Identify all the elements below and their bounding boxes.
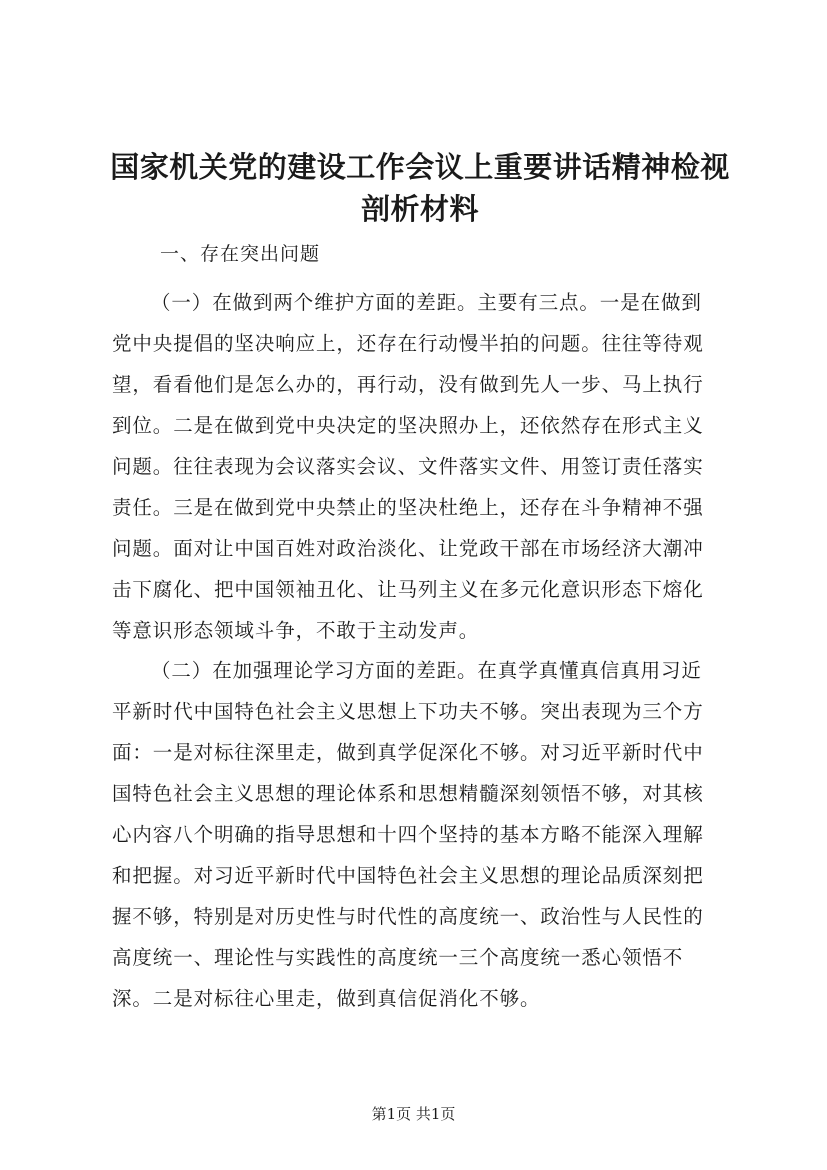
page-footer: 第1页 共1页 <box>371 1105 456 1123</box>
document-title: 国家机关党的建设工作会议上重要讲话精神检视剖析材料 <box>110 150 730 226</box>
body-paragraph-2: （二）在加强理论学习方面的差距。在真学真懂真信真用习近平新时代中国特色社会主义思想上下功夫不够。突出表现为三个方面：一是对标往深里走，做到真学促深化不够。对习近平新时代中国特色社会主义思想的理论体系和思想精髓深刻领悟不够，对其核心内容八个明确的指导思想和十四个坚持的基本方略不能深入理解和把握。对习近平新时代中国特色社会主义思想的理论品质深刻把握不够，特别是对历史性与时代性的高度统一、政治性与人民性的高度统一、理论性与实践性的高度统一三个高度统一悉心领悟不深。二是对标往心里走，做到真信促消化不够。 <box>112 659 704 1010</box>
section-heading: 一、存在突出问题 <box>160 243 321 265</box>
body-paragraph-1: （一）在做到两个维护方面的差距。主要有三点。一是在做到党中央提倡的坚决响应上，还存在行动慢半拍的问题。往往等待观望，看看他们是怎么办的，再行动，没有做到先人一步、马上执行到位。二是在做到党中央决定的坚决照办上，还依然存在形式主义问题。往往表现为会议落实会议、文件落实文件、用签订责任落实责任。三是在做到党中央禁止的坚决杜绝上，还存在斗争精神不强问题。面对让中国百姓对政治淡化、让党政干部在市场经济大潮冲击下腐化、把中国领袖丑化、让马列主义在多元化意识形态下熔化等意识形态领域斗争，不敢于主动发声。 <box>112 291 704 642</box>
